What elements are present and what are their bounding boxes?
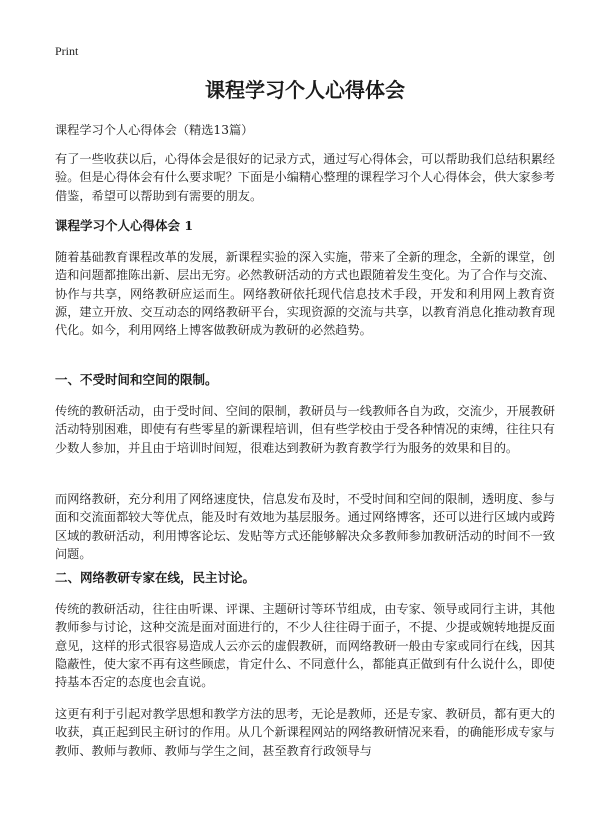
- print-link[interactable]: Print: [55, 44, 79, 58]
- document-subtitle: 课程学习个人心得体会（精选13篇）: [55, 123, 254, 137]
- intro-paragraph: 有了一些收获以后，心得体会是很好的记录方式，通过写心得体会，可以帮助我们总结积累经验。但是心得体会有什么要求呢？下面是小编精心整理的课程学习个人心得体会，供大家参考借鉴，希望可以帮助到有需要的朋友。: [55, 152, 555, 203]
- section1-paragraph-1: 随着基础教育课程改革的发展，新课程实验的深入实施，带来了全新的理念，全新的课堂，创造和问题都推陈出新、层出无穷。必然教研活动的方式也跟随着发生变化。为了合作与交流、协作与共享，网络教研应运而生。网络教研依托现代信息技术手段，开发和利用网上教育资源，建立开放、交互动态的网络教研平台，实现资源的交流与共享，以教育消息化推动教育现代化。如今，利用网络上博客做教研成为教研的必然趋势。: [55, 250, 555, 338]
- section2-paragraph-2: 而网络教研，充分利用了网络速度快，信息发布及时，不受时间和空间的限制，透明度、参与面和交流面都较大等优点，能及时有效地为基层服务。通过网络博客，还可以进行区域内或跨区域的教研活动，利用博客论坛、发贴等方式还能够解决众多教师参加教研活动的时间不一致问题。: [55, 492, 555, 561]
- section3-paragraph-2: 这更有利于引起对教学思想和教学方法的思考，无论是教师，还是专家、教研员，都有更大的收获，真正起到民主研讨的作用。从几个新课程网站的网络教研情况来看，的确能形成专家与教师、教师与教师、教师与学生之间，甚至教育行政领导与: [55, 707, 555, 758]
- page-title: 课程学习个人心得体会: [205, 78, 405, 102]
- section3-paragraph-1: 传统的教研活动，往往由听课、评课、主题研讨等环节组成，由专家、领导或同行主讲，其他教师参与讨论，这种交流是面对面进行的，不少人往往碍于面子，不提、少提或婉转地提反面意见，这样的形式很容易造成人云亦云的虚假教研，而网络教研一般由专家或同行在线，因其隐蔽性，使大家不再有这些顾虑，肯定什么、不同意什么，都能真正做到有什么说什么，即使持基本否定的态度也会直说。: [55, 602, 555, 690]
- section-heading-1: 课程学习个人心得体会 1: [55, 218, 194, 233]
- section-heading-3: 二、网络教研专家在线，民主讨论。: [55, 570, 256, 585]
- section-heading-2: 一、不受时间和空间的限制。: [55, 372, 218, 387]
- section2-paragraph-1: 传统的教研活动，由于受时间、空间的限制，教研员与一线教师各自为政，交流少，开展教研活动特别困难，即使有有些零星的新课程培训，但有些学校由于受各种情况的束缚，往往只有少数人参加，并且由于培训时间短，很难达到教研为教育教学行为服务的效果和目的。: [55, 404, 555, 455]
